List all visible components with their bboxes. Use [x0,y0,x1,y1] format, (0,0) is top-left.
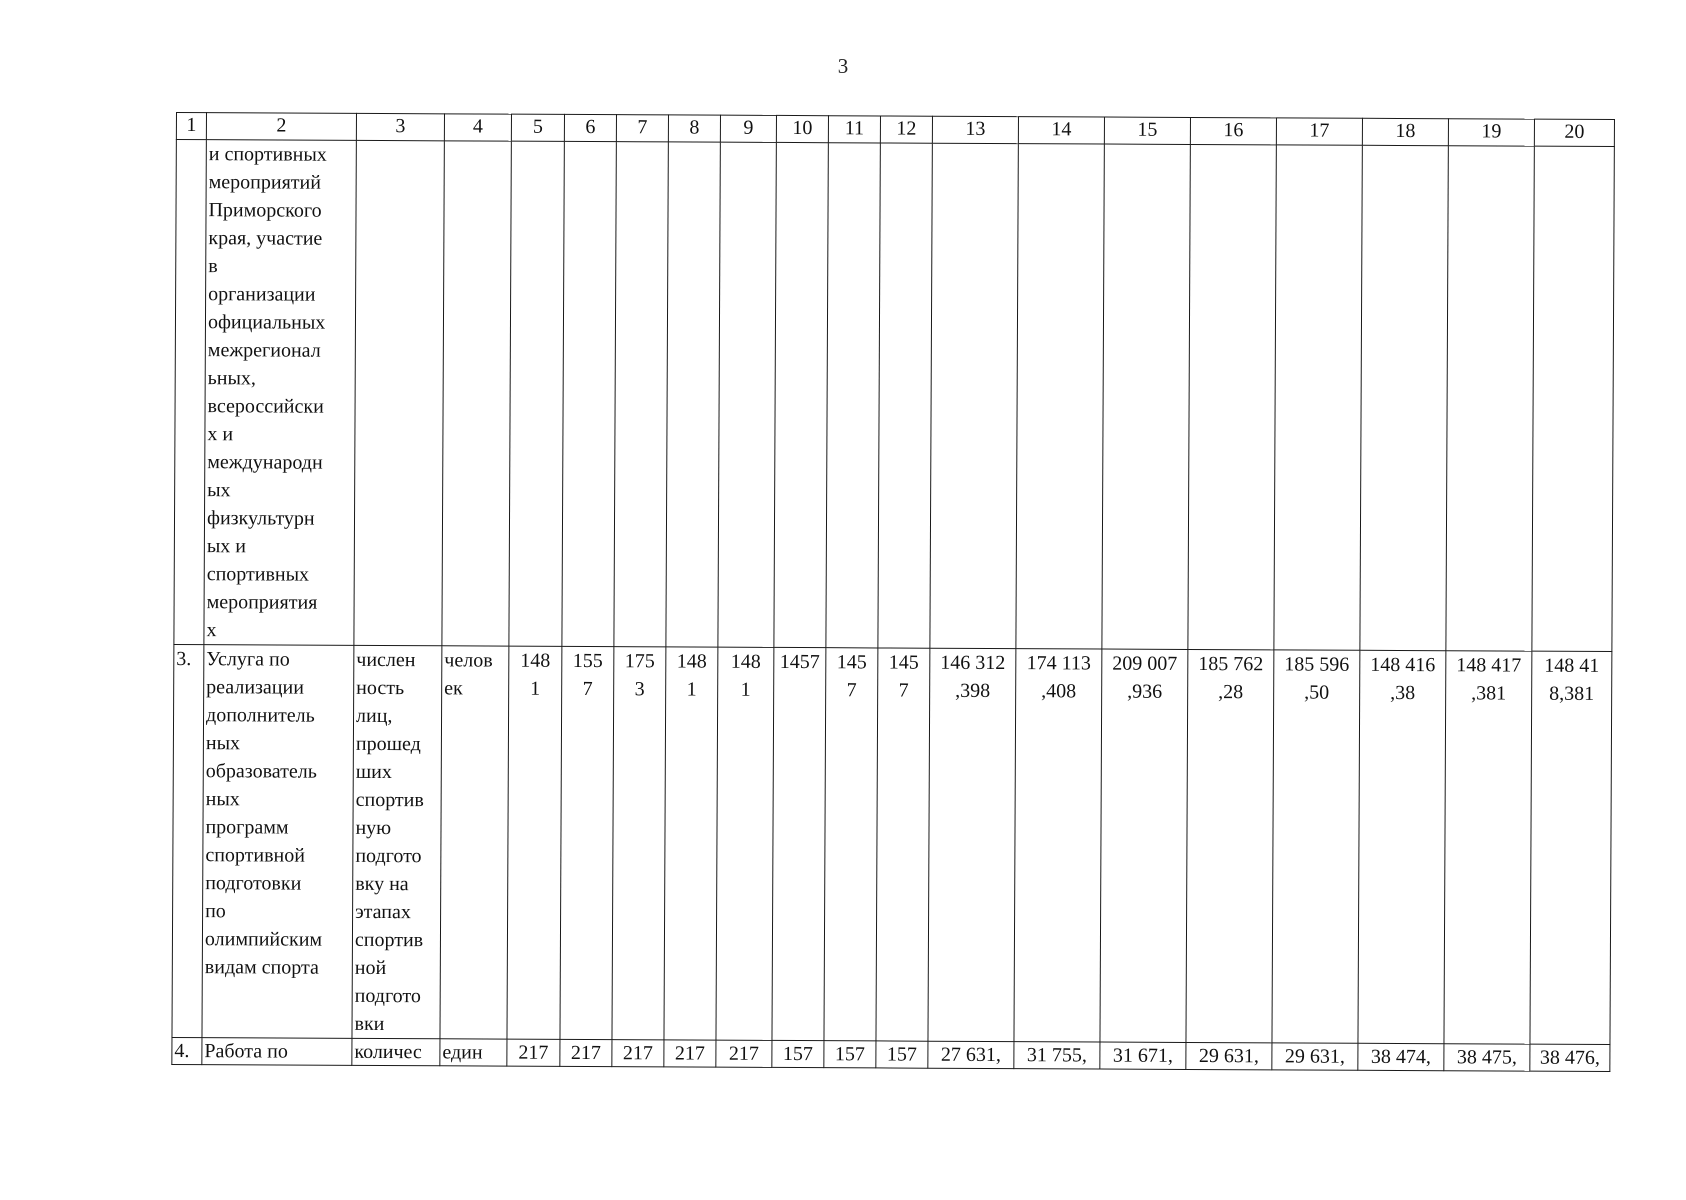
header-cell: 14 [1018,117,1104,144]
table-cell [878,143,932,648]
table-cell: Работа по [202,1038,352,1066]
table-cell [1446,146,1534,651]
table-cell: челов ек [440,646,509,1039]
table-cell: 209 007 ,936 [1100,649,1188,1042]
table-cell [1532,146,1614,651]
table-cell: 217 [716,1040,772,1067]
page-number: 3 [837,54,849,78]
table-cell [442,141,511,646]
header-cell: 18 [1362,118,1448,145]
table-row [172,1037,1610,1071]
table-cell: 4. [172,1037,202,1064]
table-cell: 155 7 [560,646,614,1039]
table-cell: 38 475, [1444,1044,1530,1071]
table-cell: 146 312 ,398 [928,648,1016,1041]
table-cell [1016,144,1104,649]
table-cell [666,142,720,647]
table-cell [509,141,564,646]
table-cell [1102,144,1190,649]
header-cell: 1 [176,113,206,140]
table-cell [1274,145,1362,650]
table-cell: 157 [772,1040,824,1067]
header-cell: 7 [616,115,668,142]
table-cell: 3. [172,644,204,1037]
header-cell: 10 [776,115,828,142]
table-cell: 31 755, [1014,1042,1100,1069]
table-cell [174,140,206,645]
table-cell: 148 1 [716,647,774,1040]
table-cell: 157 [876,1041,928,1068]
table-row [174,140,1614,652]
table-cell: 185 596 ,50 [1272,650,1360,1043]
header-cell: 4 [444,114,511,141]
header-cell: 6 [564,114,616,141]
table-cell [614,142,668,647]
table-cell: 1457 [772,647,826,1040]
header-cell: 9 [720,115,776,142]
table-cell [354,140,444,645]
table-cell: Услуга по реализации дополнитель ных образователь ных программ спортивной подготовки по олимпийским видам спорта [202,645,354,1039]
table-cell: 148 1 [507,646,562,1039]
header-cell: 17 [1276,118,1362,145]
table-cell [1360,145,1448,650]
table-cell: количес [352,1038,440,1065]
header-cell: 16 [1190,117,1276,144]
header-cell: 20 [1534,119,1614,146]
table-cell: 148 41 8,381 [1530,651,1612,1044]
table-cell [826,143,880,648]
table-cell: 148 417 ,381 [1444,651,1532,1044]
table-cell: 175 3 [612,647,666,1040]
table-cell: 27 631, [928,1041,1014,1068]
table-cell [562,141,616,646]
table-cell: 145 7 [876,648,930,1041]
table-cell: 145 7 [824,648,878,1041]
table-cell [718,142,776,647]
table-cell: 38 474, [1358,1043,1444,1070]
table-cell: 217 [612,1040,664,1067]
table-row [172,644,1612,1044]
table-cell: 29 631, [1272,1043,1358,1070]
header-cell: 3 [356,113,444,140]
header-cell: 8 [668,115,720,142]
header-cell: 19 [1448,119,1534,146]
header-cell: 11 [828,116,880,143]
header-cell: 5 [511,114,564,141]
header-cell: 13 [932,116,1018,143]
table-cell: 148 1 [664,647,718,1040]
header-cell: 15 [1104,117,1190,144]
table-cell: 185 762 ,28 [1186,649,1274,1042]
table-cell: един [440,1039,507,1066]
table-cell: 157 [824,1041,876,1068]
header-cell: 2 [206,113,356,141]
table-cell: 217 [560,1039,612,1066]
table-cell: 38 476, [1530,1044,1610,1071]
table-cell [1188,144,1276,649]
data-table [171,112,1615,1072]
table-cell: 31 671, [1100,1042,1186,1069]
table-cell: 29 631, [1186,1042,1272,1069]
table-cell: 148 416 ,38 [1358,650,1446,1043]
table-cell: 174 113 ,408 [1014,649,1102,1042]
header-cell: 12 [880,116,932,143]
table-cell: и спортивных мероприятий Приморского края, участие в организации официальных межрегионал ьных, всероссийски х и международн ых физкультурн ых и спортивных мероприятия х [204,140,356,646]
table-cell: 217 [507,1039,560,1066]
table-cell: 217 [664,1040,716,1067]
table-cell: числен ность лиц, прошед ших спортив ную подгото вку на этапах спортив ной подгото вки [352,645,442,1038]
table-cell [930,143,1018,648]
table-cell [774,142,828,647]
